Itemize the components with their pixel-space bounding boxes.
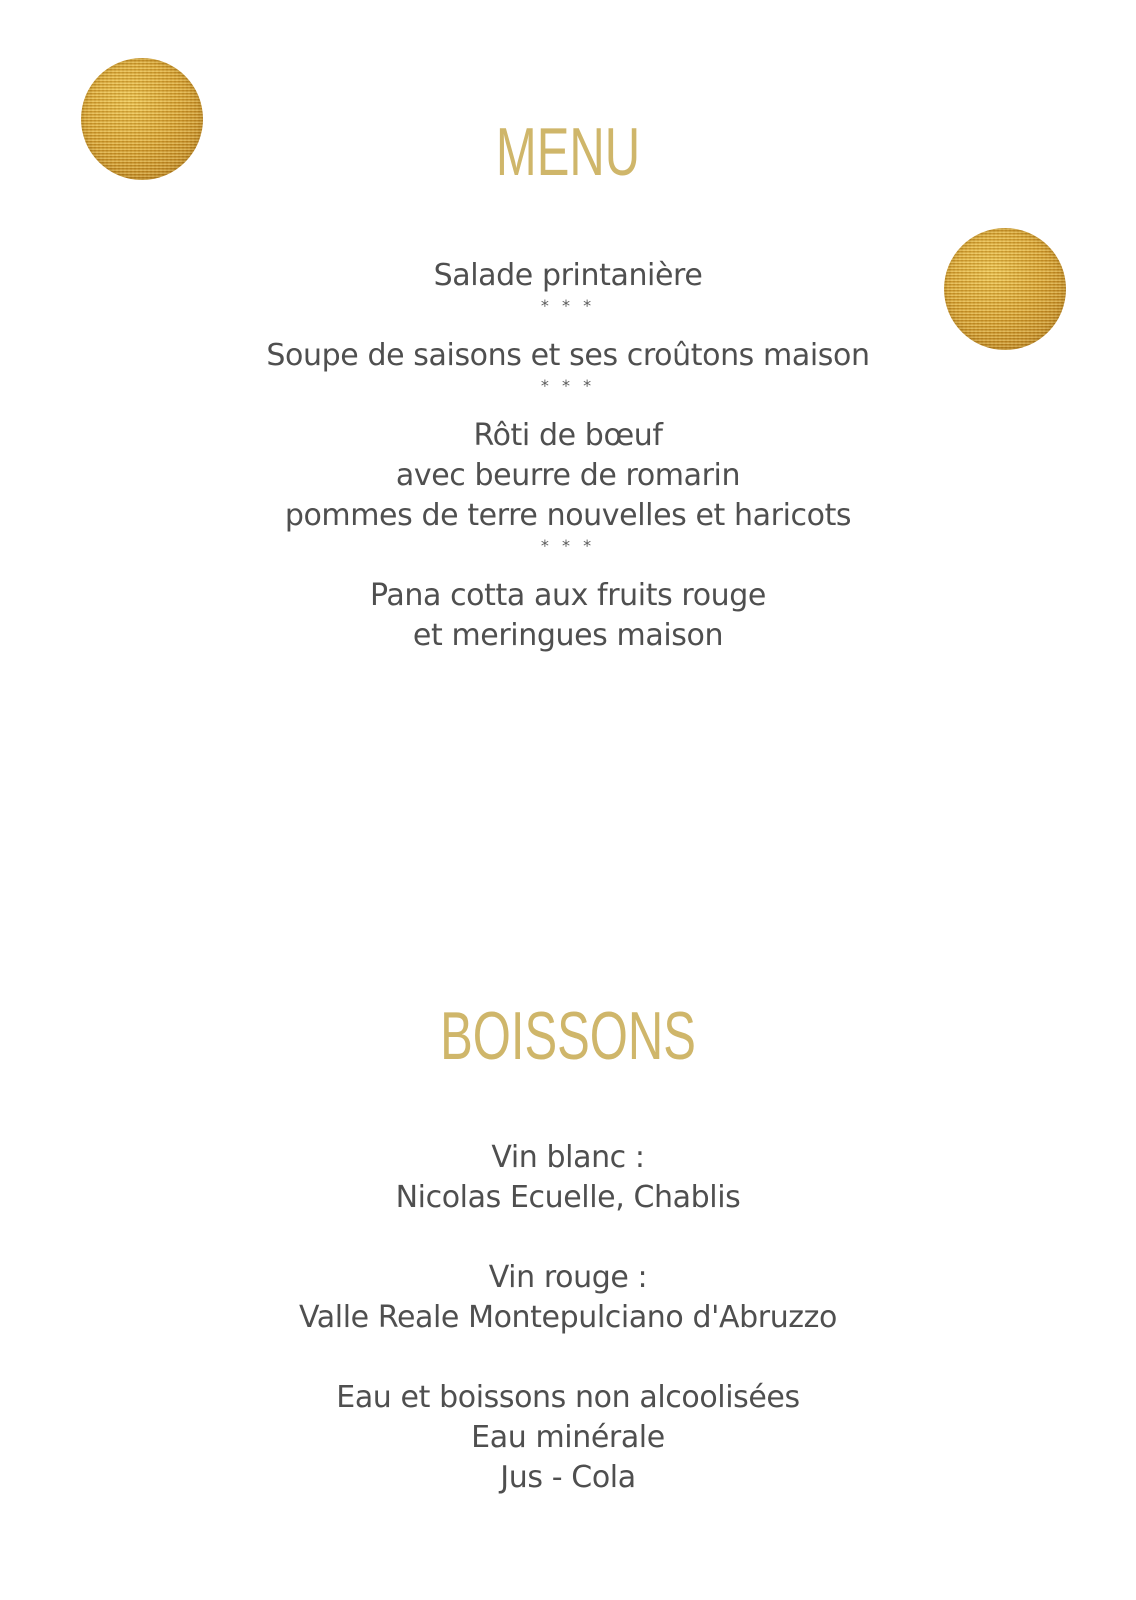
menu-title: MENU [495, 114, 641, 190]
drink-group-3-line: Jus - Cola [500, 1460, 636, 1495]
drinks-list [0, 1138, 1136, 1498]
drink-group-2-line: Vin rouge : [488, 1260, 648, 1295]
course-separator: * * * [540, 536, 596, 555]
group-spacer [0, 1218, 1136, 1258]
course-4-line: et meringues maison [412, 618, 724, 653]
menu-courses [0, 256, 1136, 656]
course-3-line: avec beurre de romarin [395, 458, 741, 493]
drink-group-1-line: Nicolas Ecuelle, Chablis [395, 1180, 741, 1215]
drink-group-2-line: Valle Reale Montepulciano d'Abruzzo [299, 1300, 837, 1335]
drink-group-1-line: Vin blanc : [491, 1140, 645, 1175]
course-3-line: pommes de terre nouvelles et haricots [284, 498, 852, 533]
course-3-line: Rôti de bœuf [473, 418, 663, 453]
drink-group-3-line: Eau minérale [471, 1420, 665, 1455]
course-separator: * * * [540, 376, 596, 395]
course-4-line: Pana cotta aux fruits rouge [370, 578, 766, 613]
group-spacer [0, 1338, 1136, 1378]
course-1-line: Salade printanière [433, 258, 703, 293]
boissons-title: BOISSONS [440, 998, 696, 1074]
drink-group-3-line: Eau et boissons non alcoolisées [336, 1380, 800, 1415]
course-separator: * * * [540, 296, 596, 315]
course-2-line: Soupe de saisons et ses croûtons maison [266, 338, 870, 373]
